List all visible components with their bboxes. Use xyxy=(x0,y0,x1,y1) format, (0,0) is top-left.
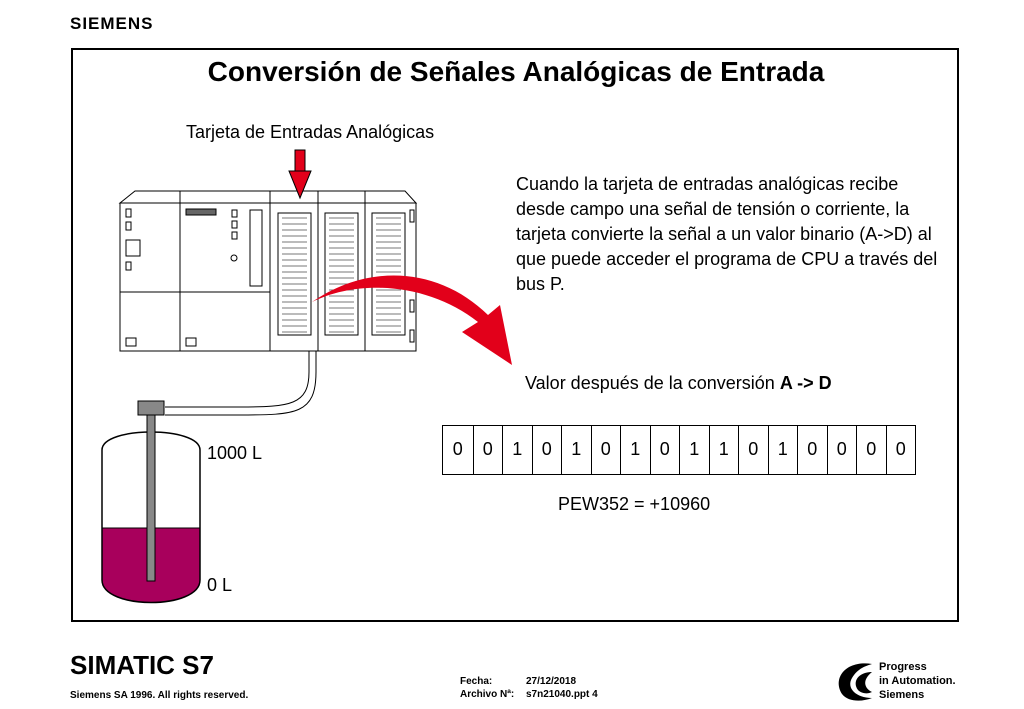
slogan-line: Siemens xyxy=(879,689,925,701)
card-label: Tarjeta de Entradas Analógicas xyxy=(186,122,435,142)
pew-value: PEW352 = +10960 xyxy=(558,494,711,514)
progress-slogan xyxy=(879,660,956,702)
tank-max-label: 1000 L xyxy=(207,443,263,463)
bit-cell: 0 xyxy=(532,426,562,474)
description-text: Cuando la tarjeta de entradas analógicas recibe desde campo una señal de tensión o corriente, la tarjeta convierte la señal a un valor binario (A->D) al que puede acceder el programa de CPU a través del bus P. xyxy=(516,174,938,294)
slogan-line: Progress xyxy=(879,661,927,673)
fecha-label: Fecha: xyxy=(460,676,493,687)
bit-cell: 0 xyxy=(650,426,680,474)
plc-rack xyxy=(120,191,416,351)
archivo-value: s7n21040.ppt 4 xyxy=(526,689,598,700)
bit-cell: 0 xyxy=(827,426,857,474)
bit-cell: 1 xyxy=(620,426,650,474)
bit-cell: 0 xyxy=(738,426,768,474)
level-sensor-probe xyxy=(147,415,155,581)
slide-title: Conversión de Señales Analógicas de Entrada xyxy=(207,56,825,87)
bit-cell: 0 xyxy=(591,426,621,474)
bit-cell: 0 xyxy=(473,426,503,474)
copyright: Siemens SA 1996. All rights reserved. xyxy=(70,690,249,701)
bit-cell: 0 xyxy=(797,426,827,474)
bit-cell: 0 xyxy=(452,439,463,459)
bit-cell: 0 xyxy=(886,426,916,474)
product-name: SIMATIC S7 xyxy=(70,650,214,680)
siemens-logo: SIEMENS xyxy=(70,14,154,33)
bit-cell: 0 xyxy=(856,426,886,474)
bit-cell: 1 xyxy=(561,426,591,474)
fecha-value: 27/12/2018 xyxy=(526,676,577,687)
archivo-label: Archivo Nª: xyxy=(460,689,515,700)
level-sensor-head xyxy=(138,401,164,415)
bit-cell: 1 xyxy=(709,426,739,474)
bit-cell: 1 xyxy=(502,426,532,474)
bit-cell: 1 xyxy=(679,426,709,474)
progress-logo-icon xyxy=(836,660,874,701)
conversion-label-text: Valor después de la conversión xyxy=(525,373,780,393)
tank-min-label: 0 L xyxy=(207,575,233,595)
slogan-line: in Automation. xyxy=(879,675,956,687)
conversion-label-ad: A -> D xyxy=(779,373,832,393)
bit-cell: 1 xyxy=(768,426,798,474)
signal-cable xyxy=(165,351,316,415)
